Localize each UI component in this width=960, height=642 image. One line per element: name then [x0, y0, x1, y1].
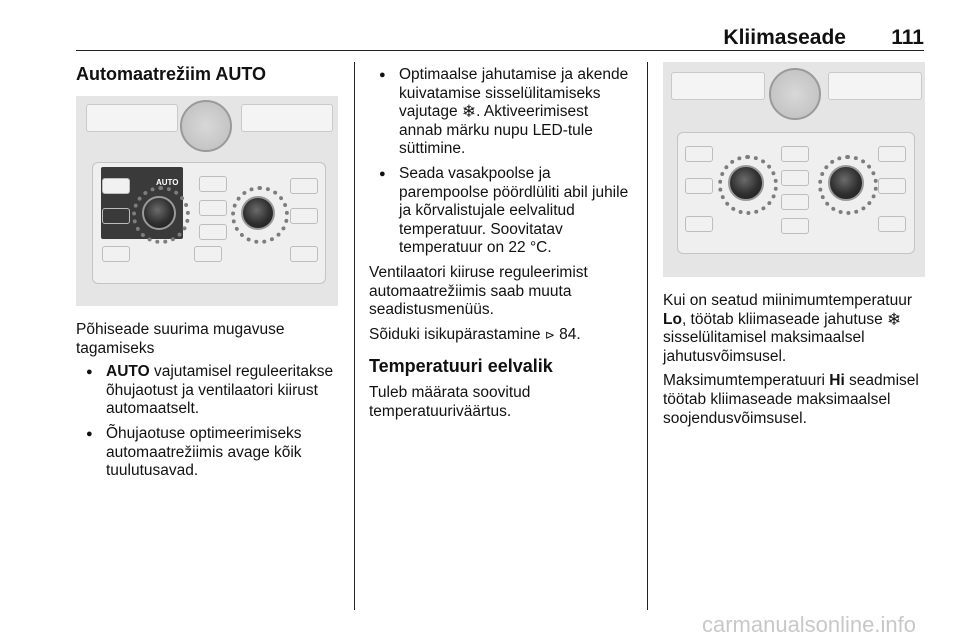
left-temperature-knob [728, 165, 764, 201]
right-temperature-knob [828, 165, 864, 201]
climate-panel-figure-auto [76, 96, 338, 306]
bullet-item [369, 66, 631, 159]
bullet-item [76, 425, 338, 481]
bullet-item [369, 165, 631, 258]
climate-panel-figure-lo-hi [663, 62, 925, 277]
panel-button [102, 246, 130, 262]
text: Maksimumtemperatuuri [663, 372, 830, 390]
auto-mode-heading: Automaatrežiim AUTO [76, 64, 267, 84]
snowflake-icon: ❄ [887, 309, 902, 329]
panel-button [878, 146, 906, 162]
column-3 [663, 62, 927, 428]
air-vent [241, 104, 333, 132]
page-ref-arrow-icon: ⊳ [544, 327, 555, 342]
air-vent [86, 104, 178, 132]
text: seadmisel töötab kliimaseade maksimaalsel soojendusvõimsusel. [663, 372, 919, 427]
temperature-preset-heading: Temperatuuri eelvalik [369, 356, 553, 377]
snowflake-icon: ❄ [461, 102, 477, 122]
personalisation-ref-text [369, 326, 631, 345]
bullet-item [76, 363, 338, 419]
bullet-text: Seada vasakpoolse ja parempoolse pöördlüliti abil juhile ja kõrvalistujale eelvalitud temperatuur. Soovitatav temperatuur on 22 °C. [399, 164, 629, 257]
page-number: 111 [891, 26, 924, 49]
panel-button [290, 246, 318, 262]
auto-keyword: AUTO [106, 363, 150, 381]
air-distribution-button [102, 178, 130, 194]
panel-button [199, 224, 227, 240]
lo-keyword: Lo [663, 310, 682, 328]
panel-button [781, 194, 809, 210]
text: sisselülitamisel maksimaalsel jahutusvõimsusel. [663, 329, 865, 365]
ac-button [102, 208, 130, 224]
right-temperature-knob [241, 196, 275, 230]
panel-button [878, 216, 906, 232]
bullet-text: . Aktiveerimisest annab märku nupu LED-tule süttimine. [399, 103, 593, 158]
panel-button [878, 178, 906, 194]
panel-button [685, 146, 713, 162]
left-temperature-knob [142, 196, 176, 230]
center-dial [180, 100, 232, 152]
panel-button [199, 200, 227, 216]
intro-text: Põhiseade suurima mugavuse tagamiseks [76, 321, 285, 357]
ref-text: Sõiduki isikupärastamine [369, 325, 545, 343]
panel-button [781, 218, 809, 234]
column-2 [369, 66, 631, 422]
panel-button [194, 246, 222, 262]
panel-button [199, 176, 227, 192]
bullet-text: vajutamisel reguleeritakse õhujaotust ja ventilaatori kiirust automaatselt. [106, 363, 334, 418]
bullet-text: Optimaalse jahutamise ja akende kuivatamise sisselülitamiseks vajutage [399, 66, 629, 121]
air-vent [671, 72, 765, 100]
section-title: Kliimaseade [723, 26, 846, 49]
panel-button [290, 178, 318, 194]
bullet-text: Õhujaotuse optimeerimiseks automaatrežiimis avage kõik tuulutusavad. [106, 424, 302, 480]
hi-temperature-text [663, 372, 927, 428]
text: Kui on seatud miinimumtemperatuur [663, 292, 912, 309]
column-1 [76, 62, 338, 481]
column-divider-1 [354, 62, 355, 610]
panel-button [685, 216, 713, 232]
auto-button-label: AUTO [156, 178, 179, 187]
column-divider-2 [647, 62, 648, 610]
ref-page: 84. [554, 325, 581, 343]
panel-button [685, 178, 713, 194]
lo-temperature-text [663, 292, 927, 366]
watermark: carmanualsonline.info [701, 612, 916, 637]
panel-button [781, 170, 809, 186]
page-header [76, 26, 924, 50]
temperature-preset-text: Tuleb määrata soovitud temperatuuriväärtus. [369, 384, 531, 420]
header-rule [76, 50, 924, 51]
panel-button [290, 208, 318, 224]
air-vent [828, 72, 922, 100]
fan-speed-text: Ventilaatori kiiruse reguleerimist automaatrežiimis saab muuta seadistusmenüüs. [369, 263, 588, 319]
hi-keyword: Hi [829, 372, 845, 390]
panel-button [781, 146, 809, 162]
center-dial [769, 68, 821, 120]
text: , töötab kliimaseade jahutuse [681, 310, 888, 328]
